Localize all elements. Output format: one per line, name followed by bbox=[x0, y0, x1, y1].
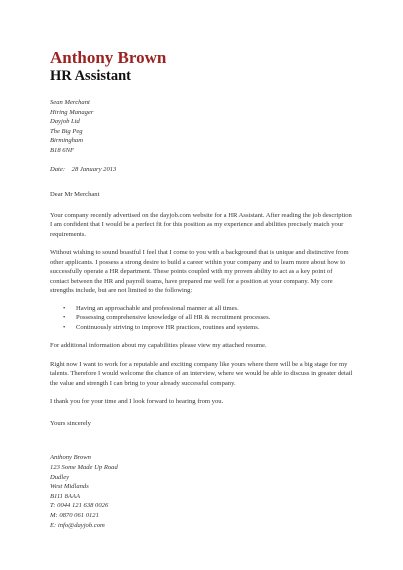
date-value: 28 January 2013 bbox=[71, 165, 117, 173]
body-paragraph: Your company recently advertised on the dayjob.com website for a HR Assistant. After reading the job description I am confident that I would be a perfect fit for this position as my experience and abilities precisely match your requirements. bbox=[50, 211, 352, 238]
body-paragraph: Without wishing to sound boastful I feel that I come to you with a background that is unique and distinctive from other applicants. I possess a strong desire to build a career within your company and to learn more about how to successfully operate a HR department. These points coupled with my proven ability to act as a key point of contact between the HR and payroll teams, have prepared me well for a position at your company. My core strengths include, but are not limited to the following: bbox=[50, 249, 349, 295]
applicant-name: Anthony Brown bbox=[50, 48, 167, 67]
job-title: HR Assistant bbox=[50, 68, 131, 84]
closing: Yours sincerely bbox=[50, 419, 91, 427]
salutation: Dear Mr Merchant bbox=[50, 191, 100, 199]
date-label: Date: bbox=[50, 165, 66, 173]
sender-line: Dudley bbox=[50, 473, 70, 481]
recipient-line: The Big Peg bbox=[50, 127, 83, 135]
strength-text: Possessing comprehensive knowledge of all HR & recruitment processes. bbox=[76, 314, 271, 322]
body-paragraph: I thank you for your time and I look forward to hearing from you. bbox=[50, 398, 224, 406]
list-item bbox=[63, 313, 353, 323]
bullet-icon: • bbox=[63, 304, 66, 312]
sender-line: E: info@dayjob.com bbox=[50, 521, 105, 529]
sender-line: T: 0044 121 638 0026 bbox=[50, 502, 109, 510]
recipient-line: Birmingham bbox=[50, 137, 83, 145]
body-paragraph: For additional information about my capabilities please view my attached resume. bbox=[50, 342, 267, 350]
strengths-list bbox=[50, 304, 353, 333]
sender-line: Anthony Brown bbox=[50, 454, 91, 462]
list-item bbox=[63, 323, 353, 333]
bullet-icon: • bbox=[63, 314, 66, 322]
strength-text: Continuously striving to improve HR practices, routines and systems. bbox=[76, 323, 260, 331]
recipient-line: Dayjob Ltd bbox=[50, 118, 80, 126]
recipient-line: Hiring Manager bbox=[50, 108, 94, 116]
recipient-line: Sean Merchant bbox=[50, 99, 90, 106]
sender-line: 123 Some Made Up Road bbox=[50, 464, 118, 472]
strength-text: Having an approachable and professional manner at all times. bbox=[76, 304, 239, 312]
bullet-icon: • bbox=[63, 323, 66, 331]
letter-date bbox=[50, 165, 353, 175]
sender-line: B111 8AAA bbox=[50, 492, 80, 500]
recipient-line: B18 6NF bbox=[50, 146, 74, 154]
body-paragraph: Right now I want to work for a reputable and exciting company like yours where there will be a big stage for my talents. Therefore I would welcome the chance of an interview, where we would be able to discuss in greater detail the value and strength I can bring to your already successful company. bbox=[50, 360, 353, 387]
sender-line: M: 0870 061 0121 bbox=[50, 512, 99, 519]
sender-line: West Midlands bbox=[50, 483, 89, 491]
list-item bbox=[63, 304, 353, 314]
sender-address bbox=[50, 453, 353, 530]
recipient-address bbox=[50, 98, 353, 156]
